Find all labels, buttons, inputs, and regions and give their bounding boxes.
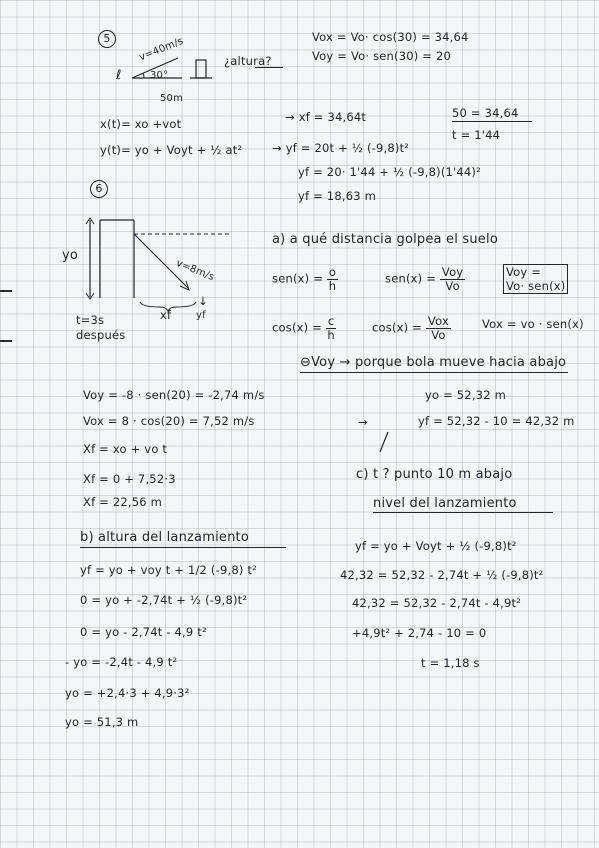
b-result: yo = 51,3 m (65, 715, 139, 729)
sen-eq-lhs (272, 266, 338, 292)
x-equation: x(t)= xo +vot (100, 117, 182, 131)
sen-fraction (327, 266, 338, 292)
distance-label: 50m (160, 93, 184, 104)
question-label: ¿altura? (224, 54, 272, 68)
angle-label: 30° (150, 70, 169, 81)
underline (255, 67, 283, 68)
xf-formula: Xf = xo + vo t (83, 442, 168, 456)
b-equation-4: - yo = -2,4t - 4,9 t² (65, 655, 178, 669)
c-equation-1: yf = yo + Voyt + ½ (-9,8)t² (355, 539, 517, 553)
sen2-fraction (440, 266, 465, 292)
velocity-label-6: v=8m/s (174, 257, 216, 284)
margin-mark (0, 340, 12, 342)
sen2-eq (385, 266, 465, 292)
voy-equation: Voy = Vo· sen(30) = 20 (312, 49, 452, 63)
b-equation-2: 0 = yo + -2,74t + ½ (-9,8)t² (80, 593, 248, 607)
underline (80, 547, 286, 548)
pen-stroke (374, 430, 394, 454)
part-b-title: b) altura del lanzamiento (80, 530, 249, 545)
underline (300, 372, 568, 373)
problem-number-6: 6 (90, 180, 108, 198)
vox-calc: Vox = 8 · cos(20) = 7,52 m/s (83, 414, 255, 428)
underline (373, 512, 553, 513)
cos-num: c (327, 314, 335, 328)
voy-box (503, 264, 568, 294)
cos2-den: Vo (431, 327, 446, 342)
fifty-equation: 50 = 34,64 (452, 106, 519, 120)
vox-equation: Vox = Vo· cos(30) = 34,64 (312, 30, 469, 44)
arrow-right: → (358, 415, 368, 429)
b-equation-5: yo = +2,4·3 + 4,9·3² (65, 686, 190, 700)
cos2-fraction (426, 315, 451, 341)
box-line-1: Voy = (506, 265, 542, 279)
part-c-subtitle: nivel del lanzamiento (373, 496, 517, 511)
t-equation: t = 1'44 (452, 128, 501, 142)
xf-equation: → xf = 34,64t (285, 110, 367, 124)
yf-equation-1: → yf = 20t + ½ (-9,8)t² (272, 141, 410, 155)
underline (452, 121, 532, 122)
projectile-diagram (62, 212, 242, 322)
b-equation-3: 0 = yo - 2,74t - 4,9 t² (80, 625, 207, 639)
sen-lhs: sen(x) = (272, 271, 324, 286)
c-equation-2: 42,32 = 52,32 - 2,74t + ½ (-9,8)t² (340, 568, 544, 582)
sen-num: o (328, 265, 337, 279)
yo-value: yo = 52,32 m (425, 388, 506, 402)
b-equation-1: yf = yo + voy t + 1/2 (-9,8) t² (80, 563, 257, 577)
xf-calc: Xf = 0 + 7,52·3 (83, 472, 176, 486)
cos-den: h (327, 327, 335, 342)
t-sub-label: después (76, 328, 126, 342)
sen2-lhs: sen(x) = (385, 271, 437, 286)
c-equation-4: +4,9t² + 2,74 - 10 = 0 (352, 626, 487, 640)
vox-formula: Vox = vo · sen(x) (482, 317, 584, 331)
t-label: t=3s (76, 313, 105, 327)
yf-value: yf = 52,32 - 10 = 42,32 m (418, 414, 575, 428)
yf-label: yf (196, 310, 206, 321)
cos-fraction (326, 315, 337, 341)
cos-lhs: cos(x) = (272, 320, 323, 335)
sen2-num: Voy (441, 265, 464, 279)
arrow-down: ↓ (198, 294, 208, 308)
box-line-2: Vo· sen(x) (506, 279, 566, 293)
part-a-title: a) a qué distancia golpea el suelo (272, 232, 498, 247)
xf-label: xf (160, 308, 172, 322)
part-c-title: c) t ? punto 10 m abajo (356, 467, 513, 482)
cos-eq (272, 315, 336, 341)
cos2-num: Vox (427, 314, 449, 328)
cos2-lhs: cos(x) = (372, 320, 423, 335)
voy-calc: Voy = -8 · sen(20) = -2,74 m/s (83, 388, 265, 402)
sen2-den: Vo (445, 278, 460, 293)
c-result: t = 1,18 s (421, 656, 480, 670)
yf-equation-2: yf = 20· 1'44 + ½ (-9,8)(1'44)² (298, 165, 481, 179)
xf-result: Xf = 22,56 m (83, 495, 163, 509)
yo-label: yo (62, 248, 79, 263)
height-symbol: ℓ (116, 68, 122, 83)
sen-den: h (328, 278, 337, 293)
velocity-label: v=40m/s (137, 35, 186, 64)
c-equation-3: 42,32 = 52,32 - 2,74t - 4,9t² (352, 596, 522, 610)
voy-note: ⊖Voy → porque bola mueve hacia abajo (300, 355, 567, 370)
problem-number-5: 5 (98, 30, 116, 48)
cos2-eq (372, 315, 451, 341)
margin-mark (0, 290, 12, 292)
y-equation: y(t)= yo + Voyt + ½ at² (100, 143, 243, 157)
yf-result: yf = 18,63 m (298, 189, 376, 203)
